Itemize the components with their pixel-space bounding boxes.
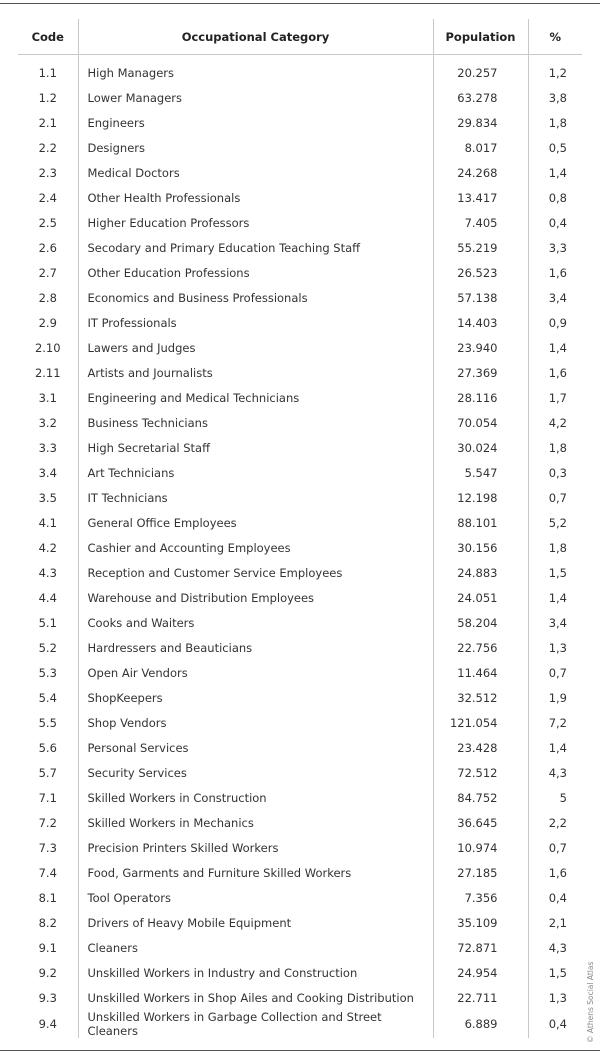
table-body (18, 55, 582, 1039)
cell-category: Food, Garments and Furniture Skilled Workers (78, 860, 433, 885)
cell-population: 6.889 (433, 1010, 528, 1038)
cell-percent: 0,3 (528, 460, 582, 485)
cell-category: Other Education Professions (78, 260, 433, 285)
cell-percent: 1,6 (528, 860, 582, 885)
cell-code: 5.7 (38, 765, 57, 780)
table-row (18, 885, 582, 910)
cell-category: Skilled Workers in Mechanics (78, 810, 433, 835)
cell-population: 10.974 (433, 835, 528, 860)
cell-percent: 1,8 (528, 535, 582, 560)
cell-code: 9.4 (38, 1017, 57, 1031)
cell-percent: 1,2 (528, 55, 582, 86)
cell-code: 5.5 (38, 715, 57, 730)
cell-population: 55.219 (433, 235, 528, 260)
cell-code: 3.1 (38, 390, 57, 405)
cell-code: 2.11 (34, 365, 61, 380)
cell-category: Shop Vendors (78, 710, 433, 735)
cell-population: 32.512 (433, 685, 528, 710)
cell-code: 7.4 (38, 865, 57, 880)
cell-population: 20.257 (433, 55, 528, 86)
cell-population: 70.054 (433, 410, 528, 435)
cell-population: 26.523 (433, 260, 528, 285)
cell-percent: 2,1 (528, 910, 582, 935)
cell-population: 12.198 (433, 485, 528, 510)
cell-category: Lower Managers (78, 85, 433, 110)
cell-population: 14.403 (433, 310, 528, 335)
header-category: Occupational Category (78, 19, 433, 55)
cell-code: 3.5 (38, 490, 57, 505)
cell-code: 2.10 (34, 340, 61, 355)
cell-percent: 1,8 (528, 110, 582, 135)
cell-category: Reception and Customer Service Employees (78, 560, 433, 585)
cell-percent: 4,2 (528, 410, 582, 435)
cell-population: 30.156 (433, 535, 528, 560)
cell-code: 4.3 (38, 565, 57, 580)
table-row (18, 235, 582, 260)
cell-population: 23.940 (433, 335, 528, 360)
table-row (18, 835, 582, 860)
cell-population: 22.756 (433, 635, 528, 660)
cell-code: 9.3 (38, 990, 57, 1005)
cell-percent: 3,3 (528, 235, 582, 260)
cell-population: 72.871 (433, 935, 528, 960)
header-population: Population (433, 19, 528, 55)
occupation-table (18, 19, 582, 1038)
cell-category: IT Technicians (78, 485, 433, 510)
cell-population: 84.752 (433, 785, 528, 810)
cell-percent: 0,8 (528, 185, 582, 210)
cell-category: Cleaners (78, 935, 433, 960)
cell-category: High Managers (78, 55, 433, 86)
table-row (18, 55, 582, 86)
header-percent: % (528, 19, 582, 55)
cell-code: 5.1 (38, 615, 57, 630)
cell-category: Precision Printers Skilled Workers (78, 835, 433, 860)
table-row (18, 910, 582, 935)
cell-code: 1.2 (38, 90, 57, 105)
cell-population: 57.138 (433, 285, 528, 310)
cell-percent: 1,3 (528, 985, 582, 1010)
cell-category: Higher Education Professors (78, 210, 433, 235)
cell-percent: 0,4 (528, 1010, 582, 1038)
cell-percent: 0,5 (528, 135, 582, 160)
cell-percent: 1,6 (528, 360, 582, 385)
header-code: Code (18, 19, 78, 55)
cell-code: 2.2 (38, 140, 57, 155)
table-header (18, 19, 582, 55)
table-row (18, 710, 582, 735)
cell-percent: 7,2 (528, 710, 582, 735)
cell-code: 2.6 (38, 240, 57, 255)
cell-percent: 0,4 (528, 885, 582, 910)
cell-population: 24.051 (433, 585, 528, 610)
cell-category: Personal Services (78, 735, 433, 760)
cell-percent: 0,9 (528, 310, 582, 335)
cell-category: Engineers (78, 110, 433, 135)
cell-percent: 1,3 (528, 635, 582, 660)
table-row (18, 610, 582, 635)
cell-percent: 1,4 (528, 160, 582, 185)
cell-code: 8.1 (38, 890, 57, 905)
cell-population: 7.356 (433, 885, 528, 910)
cell-population: 8.017 (433, 135, 528, 160)
table-row (18, 485, 582, 510)
table-row (18, 785, 582, 810)
table-row (18, 110, 582, 135)
cell-population: 35.109 (433, 910, 528, 935)
cell-code: 7.3 (38, 840, 57, 855)
cell-code: 7.1 (38, 790, 57, 805)
cell-percent: 5,2 (528, 510, 582, 535)
cell-population: 23.428 (433, 735, 528, 760)
top-rule (0, 3, 600, 4)
cell-percent: 1,4 (528, 335, 582, 360)
cell-code: 5.4 (38, 690, 57, 705)
cell-category: Secodary and Primary Education Teaching Staff (78, 235, 433, 260)
cell-code: 2.1 (38, 115, 57, 130)
table-row (18, 385, 582, 410)
table-row (18, 335, 582, 360)
cell-percent: 3,8 (528, 85, 582, 110)
table-row (18, 585, 582, 610)
cell-code: 5.3 (38, 665, 57, 680)
cell-percent: 0,7 (528, 660, 582, 685)
cell-population: 121.054 (433, 710, 528, 735)
table-row (18, 810, 582, 835)
table-row (18, 960, 582, 985)
cell-population: 88.101 (433, 510, 528, 535)
cell-population: 27.369 (433, 360, 528, 385)
cell-category: Unskilled Workers in Garbage Collection and Street Cleaners (78, 1010, 433, 1038)
cell-category: Unskilled Workers in Industry and Construction (78, 960, 433, 985)
cell-percent: 2,2 (528, 810, 582, 835)
cell-code: 7.2 (38, 815, 57, 830)
cell-population: 36.645 (433, 810, 528, 835)
table-row (18, 660, 582, 685)
cell-code: 3.3 (38, 440, 57, 455)
cell-population: 28.116 (433, 385, 528, 410)
table-row (18, 685, 582, 710)
table-row (18, 760, 582, 785)
table-row (18, 435, 582, 460)
cell-category: Lawers and Judges (78, 335, 433, 360)
table-row (18, 560, 582, 585)
table-row (18, 410, 582, 435)
cell-population: 24.883 (433, 560, 528, 585)
cell-category: Economics and Business Professionals (78, 285, 433, 310)
table-row (18, 285, 582, 310)
table-row (18, 935, 582, 960)
cell-code: 9.2 (38, 965, 57, 980)
cell-category: Open Air Vendors (78, 660, 433, 685)
cell-code: 4.1 (38, 515, 57, 530)
cell-code: 3.2 (38, 415, 57, 430)
table-row (18, 635, 582, 660)
header-row (18, 19, 582, 55)
cell-percent: 1,5 (528, 560, 582, 585)
cell-category: General Office Employees (78, 510, 433, 535)
cell-population: 63.278 (433, 85, 528, 110)
cell-category: Medical Doctors (78, 160, 433, 185)
cell-percent: 0,7 (528, 485, 582, 510)
cell-category: ShopKeepers (78, 685, 433, 710)
cell-population: 22.711 (433, 985, 528, 1010)
cell-category: Artists and Journalists (78, 360, 433, 385)
table-row (18, 1010, 582, 1038)
cell-code: 2.3 (38, 165, 57, 180)
cell-population: 58.204 (433, 610, 528, 635)
table-row (18, 260, 582, 285)
cell-population: 7.405 (433, 210, 528, 235)
cell-code: 2.4 (38, 190, 57, 205)
cell-code: 2.8 (38, 290, 57, 305)
cell-code: 2.9 (38, 315, 57, 330)
cell-percent: 5 (528, 785, 582, 810)
cell-code: 4.4 (38, 590, 57, 605)
cell-percent: 1,6 (528, 260, 582, 285)
cell-category: IT Professionals (78, 310, 433, 335)
cell-percent: 1,7 (528, 385, 582, 410)
cell-category: Unskilled Workers in Shop Ailes and Cooking Distribution (78, 985, 433, 1010)
cell-code: 5.2 (38, 640, 57, 655)
cell-category: Cashier and Accounting Employees (78, 535, 433, 560)
table-row (18, 535, 582, 560)
cell-percent: 3,4 (528, 285, 582, 310)
cell-code: 2.7 (38, 265, 57, 280)
cell-percent: 1,4 (528, 735, 582, 760)
table-row (18, 310, 582, 335)
table-row (18, 85, 582, 110)
cell-category: Skilled Workers in Construction (78, 785, 433, 810)
cell-percent: 1,9 (528, 685, 582, 710)
cell-population: 72.512 (433, 760, 528, 785)
cell-category: Engineering and Medical Technicians (78, 385, 433, 410)
cell-population: 29.834 (433, 110, 528, 135)
cell-percent: 4,3 (528, 760, 582, 785)
cell-percent: 1,8 (528, 435, 582, 460)
cell-population: 24.954 (433, 960, 528, 985)
cell-percent: 0,7 (528, 835, 582, 860)
cell-percent: 1,4 (528, 585, 582, 610)
table-row (18, 860, 582, 885)
table-row (18, 460, 582, 485)
cell-category: Security Services (78, 760, 433, 785)
cell-population: 24.268 (433, 160, 528, 185)
cell-category: Tool Operators (78, 885, 433, 910)
cell-code: 9.1 (38, 940, 57, 955)
cell-category: Cooks and Waiters (78, 610, 433, 635)
cell-population: 30.024 (433, 435, 528, 460)
table-row (18, 360, 582, 385)
cell-category: Other Health Professionals (78, 185, 433, 210)
cell-percent: 1,5 (528, 960, 582, 985)
cell-code: 4.2 (38, 540, 57, 555)
copyright-credit: © Athens Social Atlas (586, 961, 595, 1043)
cell-percent: 0,4 (528, 210, 582, 235)
cell-category: Designers (78, 135, 433, 160)
cell-code: 5.6 (38, 740, 57, 755)
cell-percent: 3,4 (528, 610, 582, 635)
cell-category: Warehouse and Distribution Employees (78, 585, 433, 610)
table-row (18, 160, 582, 185)
table-row (18, 510, 582, 535)
cell-population: 13.417 (433, 185, 528, 210)
cell-population: 11.464 (433, 660, 528, 685)
cell-code: 3.4 (38, 465, 57, 480)
table-row (18, 185, 582, 210)
cell-category: Hardressers and Beauticians (78, 635, 433, 660)
cell-population: 27.185 (433, 860, 528, 885)
cell-category: Art Technicians (78, 460, 433, 485)
cell-code: 2.5 (38, 215, 57, 230)
cell-code: 8.2 (38, 915, 57, 930)
cell-category: Drivers of Heavy Mobile Equipment (78, 910, 433, 935)
cell-percent: 4,3 (528, 935, 582, 960)
table-row (18, 210, 582, 235)
table-row (18, 985, 582, 1010)
bottom-rule (0, 1050, 600, 1051)
table-row (18, 135, 582, 160)
cell-population: 5.547 (433, 460, 528, 485)
cell-category: High Secretarial Staff (78, 435, 433, 460)
table-row (18, 735, 582, 760)
cell-code: 1.1 (38, 65, 57, 80)
cell-category: Business Technicians (78, 410, 433, 435)
